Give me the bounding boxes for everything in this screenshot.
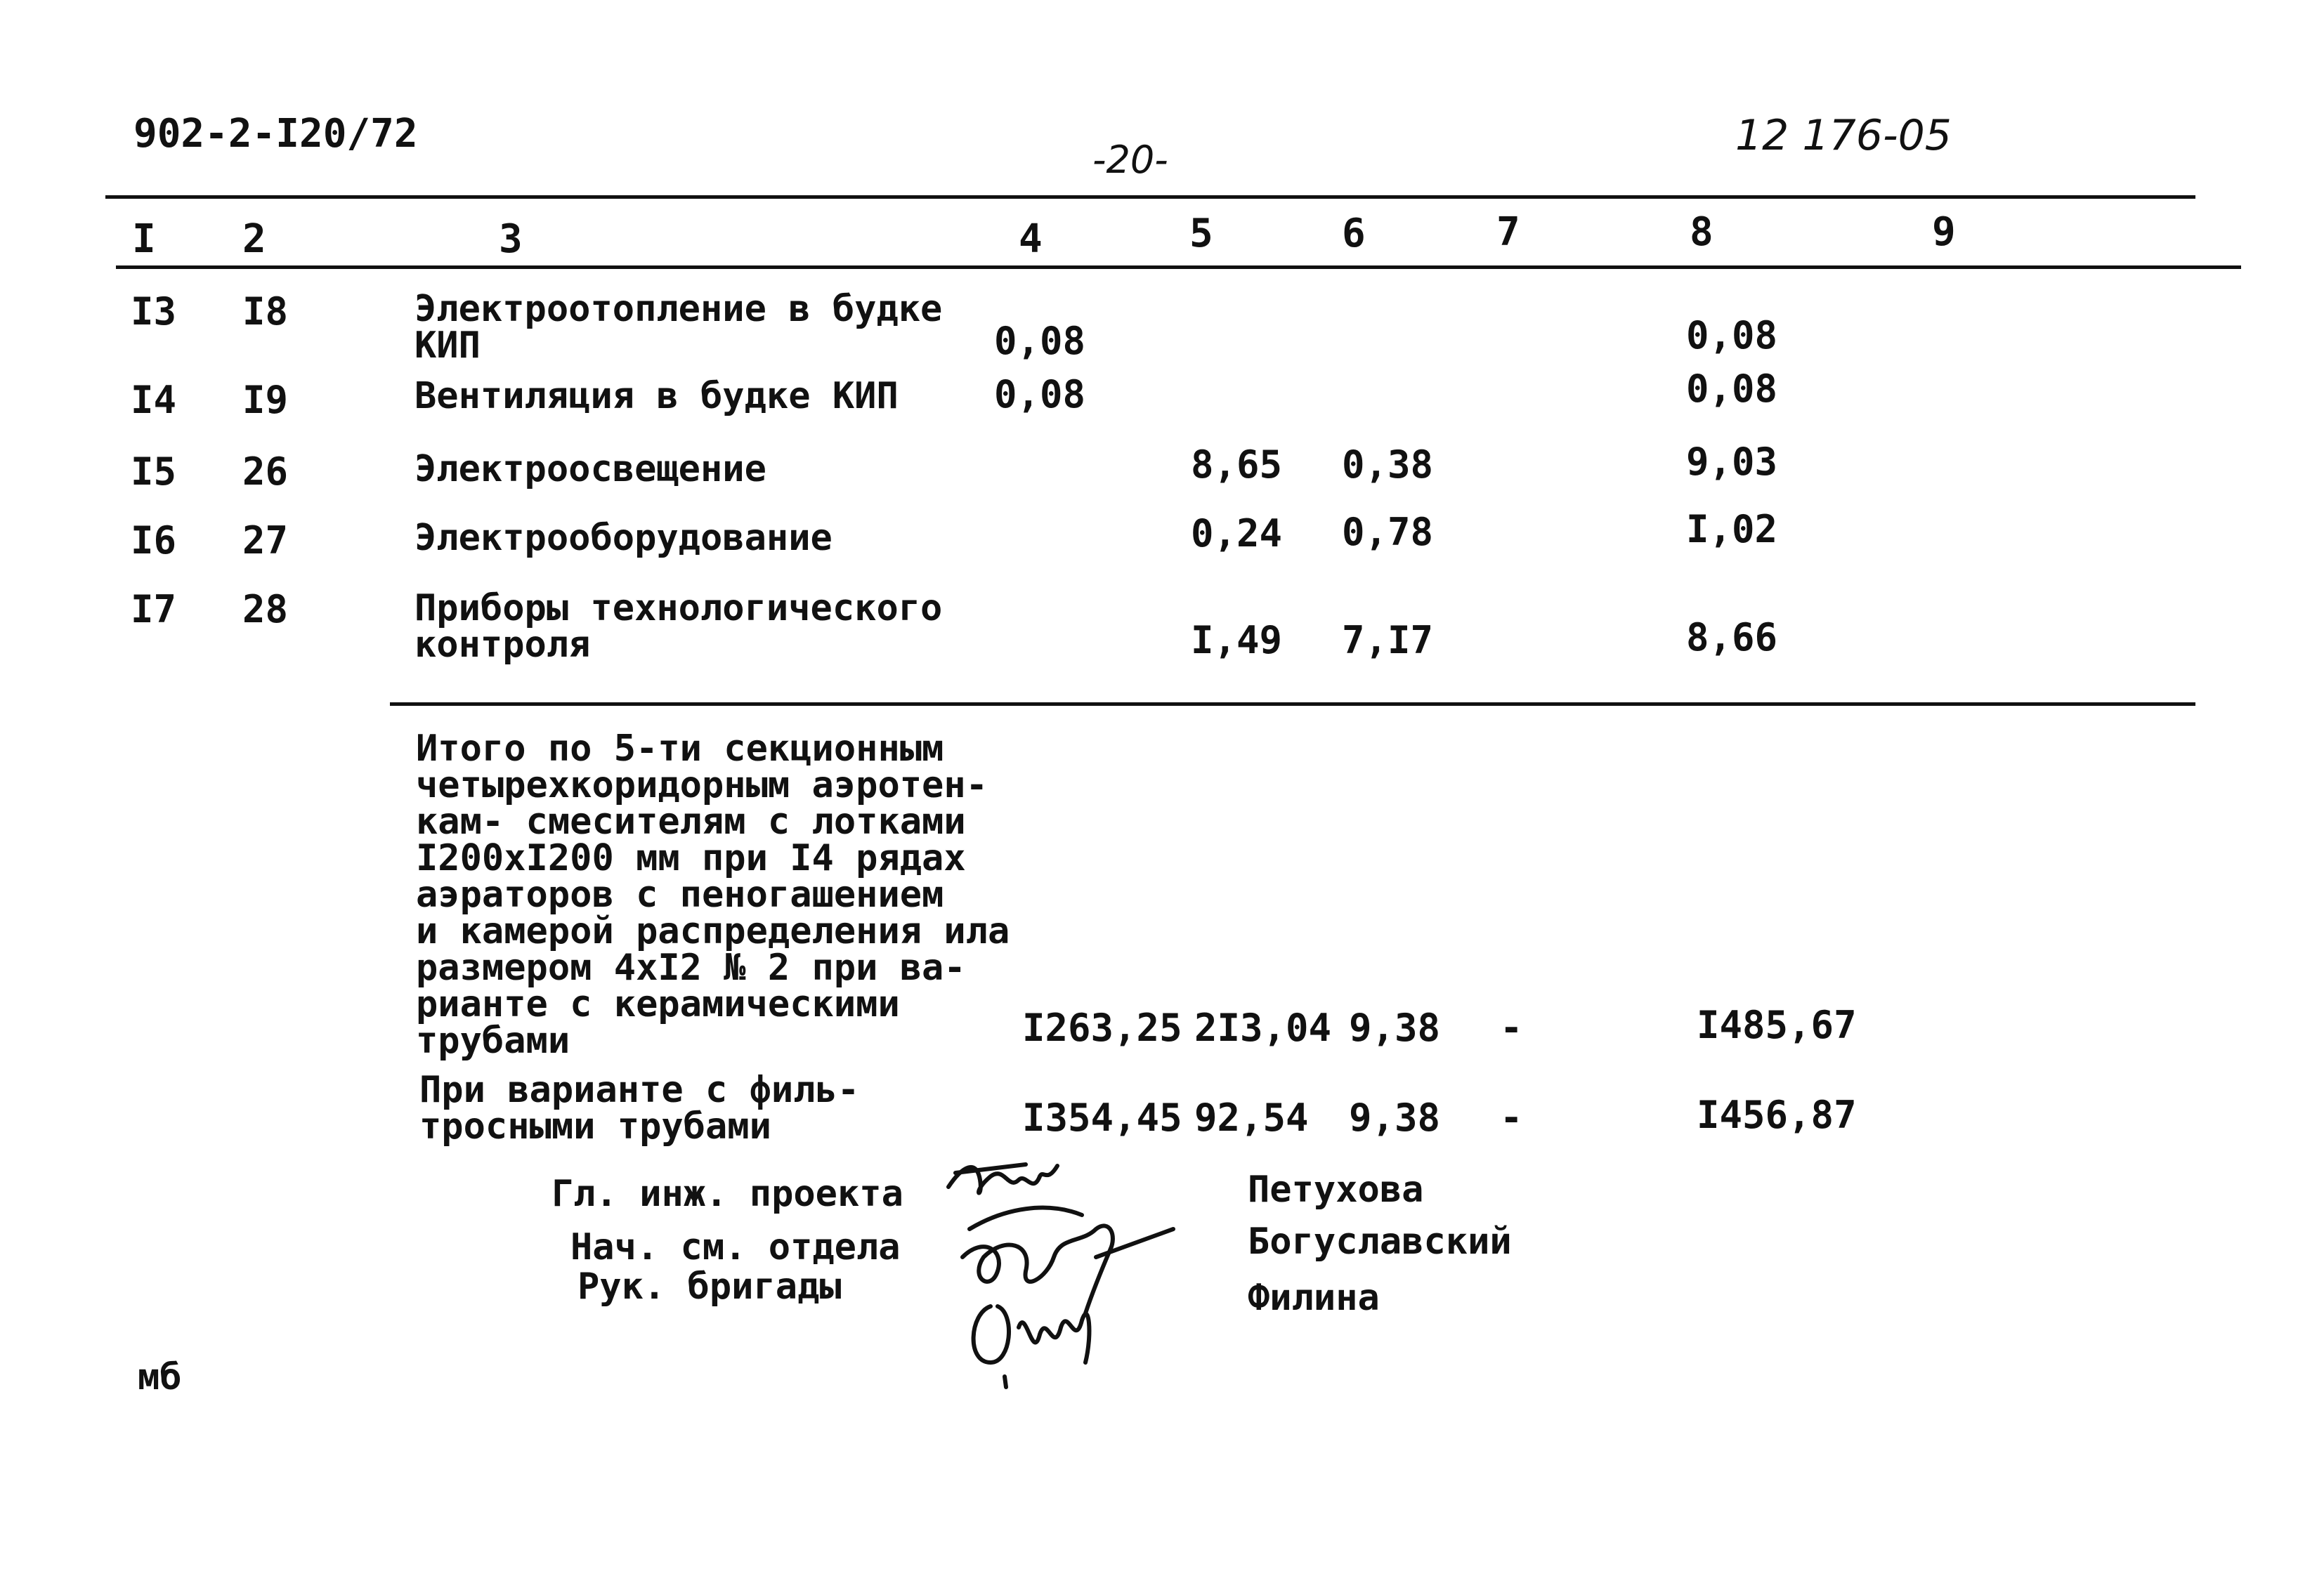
value-col-6: 7,I7 — [1342, 618, 1434, 662]
total-col-5: 92,54 — [1194, 1096, 1309, 1140]
signature-name: Филина — [1248, 1277, 1380, 1319]
row-number: I4 — [131, 378, 177, 422]
value-col-6: 0,38 — [1342, 442, 1434, 487]
value-col-8: 0,08 — [1686, 313, 1778, 357]
row-number: I6 — [131, 518, 177, 563]
item-description: Вентиляция в будке КИП — [414, 375, 899, 417]
total-col-8: I456,87 — [1697, 1093, 1857, 1137]
signature-role: Рук. бригады — [577, 1266, 842, 1308]
document-code: 902-2-I20/72 — [133, 111, 418, 157]
item-number: 26 — [242, 449, 289, 494]
header-bottom-rule — [116, 265, 2241, 269]
totals-label: Итого по 5-ти секционным четырехкоридорным аэротен- кам- смесителям с лотками I200xI200 мм при I4 рядах аэраторов с пеногашением и камерой распределения ила размером 4xI2 № 2 при ва- рианте с керамическими трубами — [416, 728, 1010, 1062]
signature-role: Нач. см. отдела — [570, 1226, 901, 1268]
column-header-4: 4 — [1019, 216, 1043, 262]
item-description: Электрооборудование — [414, 517, 833, 559]
value-col-6: 0,78 — [1342, 510, 1434, 554]
item-number: 27 — [242, 518, 289, 563]
column-header-7: 7 — [1496, 209, 1520, 255]
item-number: I8 — [242, 289, 289, 334]
value-col-5: 0,24 — [1191, 511, 1283, 556]
header-top-rule — [105, 195, 2195, 199]
row-number: I5 — [131, 449, 177, 494]
value-col-4: 0,08 — [994, 372, 1086, 416]
column-header-9: 9 — [1932, 209, 1956, 255]
totals-label: При варианте с филь- тросными трубами — [419, 1069, 860, 1148]
row-number: I3 — [131, 289, 177, 334]
row-number: I7 — [131, 587, 177, 631]
item-description: Электроотопление в будке КИП — [414, 288, 943, 367]
column-header-5: 5 — [1189, 211, 1213, 256]
signature-name: Богуславский — [1248, 1221, 1512, 1263]
column-header-2: 2 — [242, 216, 266, 262]
column-header-6: 6 — [1342, 211, 1366, 256]
value-col-8: I,02 — [1686, 507, 1778, 551]
value-col-8: 8,66 — [1686, 615, 1778, 659]
total-col-7: - — [1500, 1096, 1523, 1140]
signature-role: Гл. инж. проекта — [551, 1173, 903, 1215]
handwritten-signatures — [941, 1152, 1236, 1398]
value-col-8: 0,08 — [1686, 367, 1778, 411]
total-col-4: I263,25 — [1022, 1006, 1182, 1050]
column-header-8: 8 — [1690, 209, 1713, 255]
archive-number: 12 176-05 — [1735, 111, 1952, 160]
value-col-4: 0,08 — [994, 319, 1086, 363]
total-col-6: 9,38 — [1349, 1096, 1441, 1140]
item-number: 28 — [242, 587, 289, 631]
value-col-8: 9,03 — [1686, 440, 1778, 484]
column-header-1: I — [132, 216, 156, 262]
value-col-5: I,49 — [1191, 618, 1283, 662]
item-description: Электроосвещение — [414, 448, 766, 490]
item-description: Приборы технологического контроля — [414, 587, 943, 666]
signature-name: Петухова — [1248, 1169, 1424, 1211]
total-col-4: I354,45 — [1022, 1096, 1182, 1140]
total-col-6: 9,38 — [1349, 1006, 1441, 1050]
item-number: I9 — [242, 378, 289, 422]
total-col-5: 2I3,04 — [1194, 1006, 1332, 1050]
totals-rule — [390, 702, 2195, 706]
total-col-7: - — [1500, 1006, 1523, 1050]
page-number: -20- — [1092, 138, 1168, 182]
footer-mark: мб — [138, 1356, 182, 1398]
column-header-3: 3 — [499, 216, 523, 262]
value-col-5: 8,65 — [1191, 442, 1283, 487]
total-col-8: I485,67 — [1697, 1003, 1857, 1047]
